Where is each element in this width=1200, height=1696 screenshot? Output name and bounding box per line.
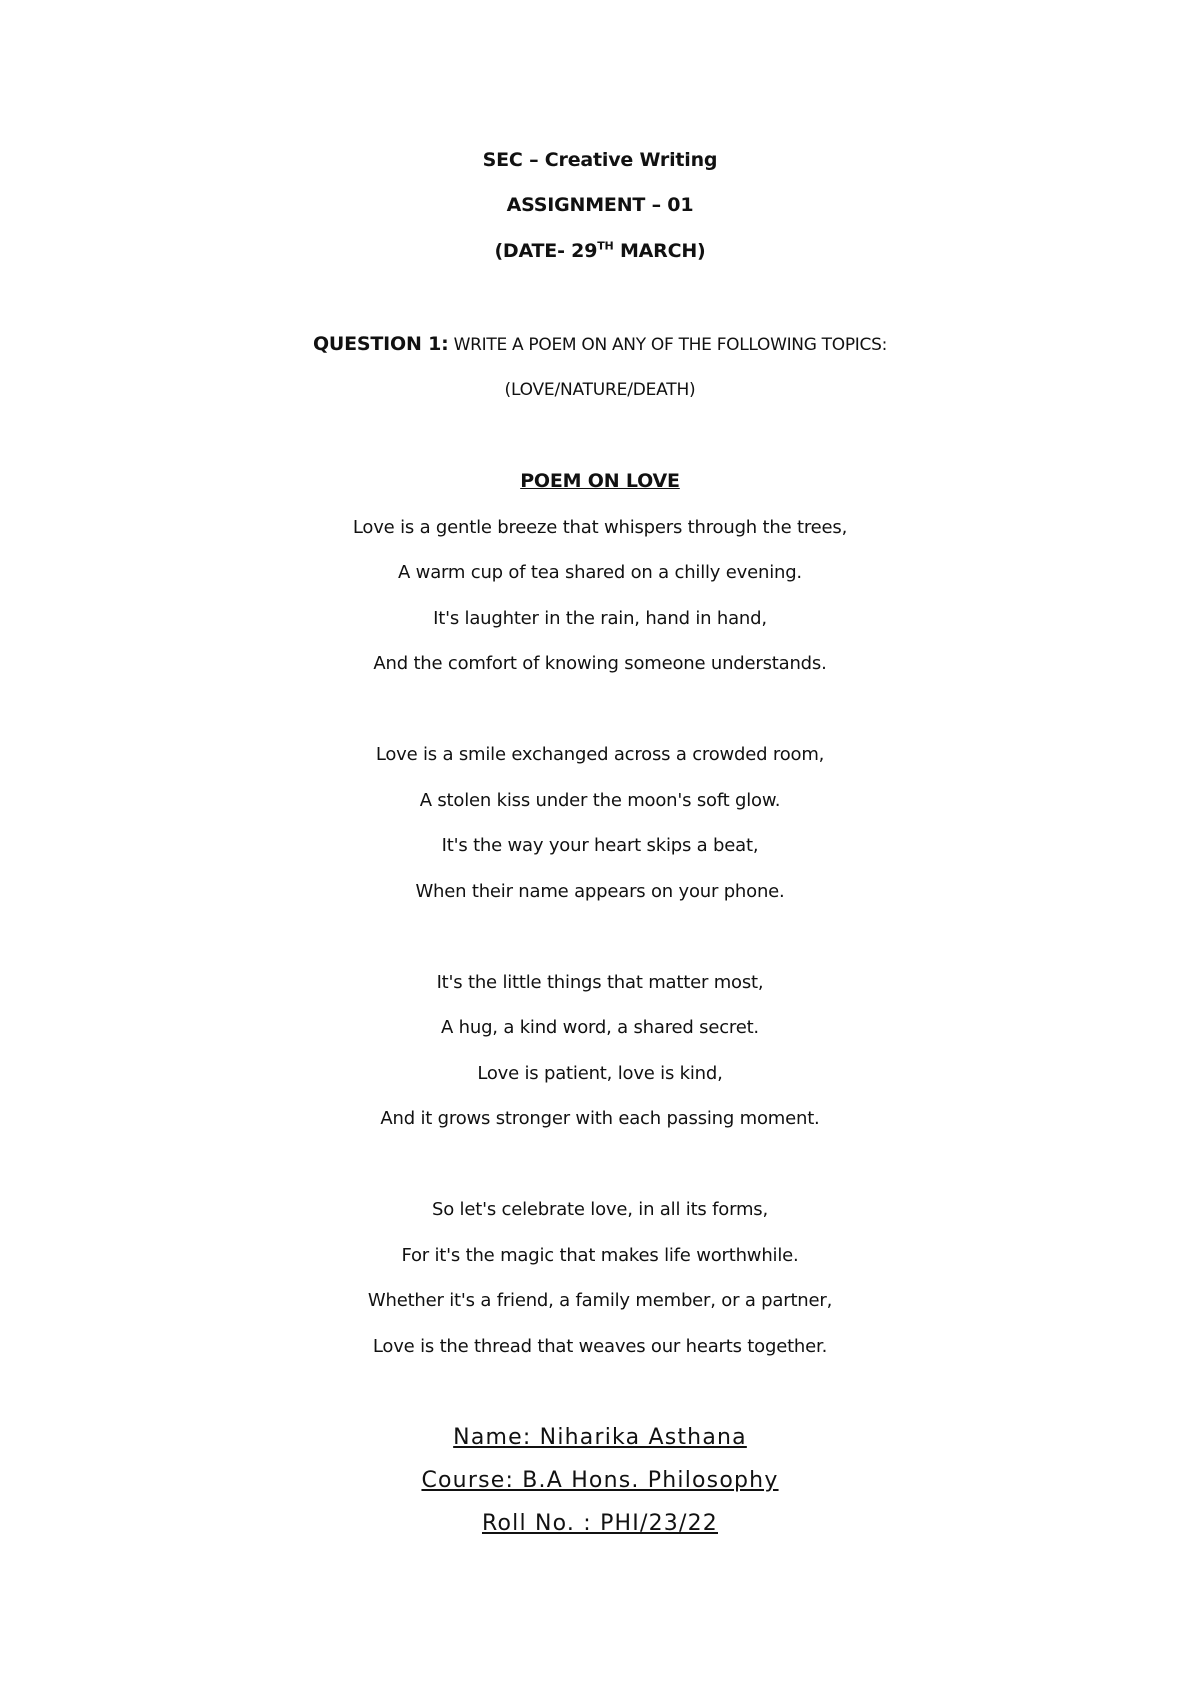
poem-line: Love is the thread that weaves our hearts together.	[372, 1336, 828, 1357]
poem-line: A hug, a kind word, a shared secret.	[441, 1017, 759, 1038]
question-text: WRITE A POEM ON ANY OF THE FOLLOWING TOPICS:	[448, 335, 888, 355]
poem-line: Love is a smile exchanged across a crowded room,	[375, 744, 825, 765]
poem-line: And it grows stronger with each passing moment.	[380, 1108, 820, 1129]
assignment-number: ASSIGNMENT – 01	[506, 194, 694, 216]
poem-line: So let's celebrate love, in all its forms,	[432, 1199, 768, 1220]
date-suffix: MARCH)	[613, 240, 706, 262]
assignment-date	[0, 239, 1200, 263]
poem-line: Love is a gentle breeze that whispers through the trees,	[352, 517, 848, 538]
date-superscript: TH	[597, 239, 614, 253]
poem-line: It's laughter in the rain, hand in hand,	[433, 608, 767, 629]
date-prefix: (DATE- 29	[494, 240, 598, 262]
poem-line: Whether it's a friend, a family member, or a partner,	[367, 1290, 833, 1311]
course-title: SEC – Creative Writing	[482, 149, 718, 171]
poem-line: When their name appears on your phone.	[415, 881, 785, 902]
poem-line: It's the way your heart skips a beat,	[441, 835, 759, 856]
question-line	[0, 332, 1200, 357]
poem-line: A warm cup of tea shared on a chilly evening.	[398, 562, 802, 583]
poem-line: Love is patient, love is kind,	[477, 1063, 723, 1084]
poem-title: POEM ON LOVE	[520, 470, 680, 492]
poem-line: And the comfort of knowing someone understands.	[373, 653, 827, 674]
student-name: Name: Niharika Asthana	[453, 1425, 747, 1450]
poem-line: It's the little things that matter most,	[436, 972, 764, 993]
poem-line: For it's the magic that makes life worthwhile.	[401, 1245, 799, 1266]
poem-line: A stolen kiss under the moon's soft glow.	[419, 790, 781, 811]
student-roll-number: Roll No. : PHI/23/22	[481, 1511, 718, 1536]
student-course: Course: B.A Hons. Philosophy	[421, 1468, 779, 1493]
question-label: QUESTION 1:	[312, 333, 449, 355]
question-topics: (LOVE/NATURE/DEATH)	[504, 380, 696, 400]
